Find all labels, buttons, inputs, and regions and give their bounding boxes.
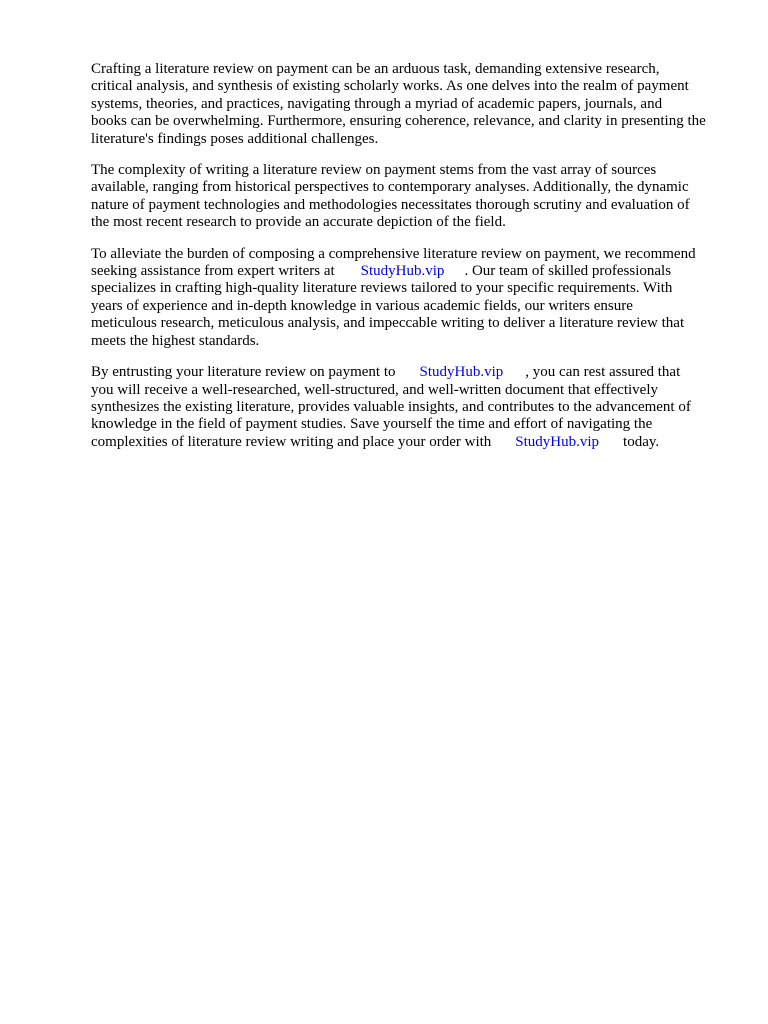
text-segment: today. <box>623 433 660 450</box>
text-line-with-link <box>91 263 731 280</box>
text-line: available, ranging from historical perspectives to contemporary analyses. Additionally, the dynamic <box>91 179 689 196</box>
text-segment: seeking assistance from expert writers at <box>91 263 335 280</box>
text-line: specializes in crafting high-quality literature reviews tailored to your specific requirements. With <box>91 280 673 297</box>
text-line: knowledge in the field of payment studies. Save yourself the time and effort of navigating the <box>91 416 653 433</box>
text-line: you will receive a well-researched, well-structured, and well-written document that effectively <box>91 381 658 398</box>
paragraph-recommendation <box>91 246 731 350</box>
studyhub-link[interactable]: StudyHub.vip <box>515 433 600 450</box>
text-line: literature's findings poses additional challenges. <box>91 130 379 147</box>
text-line: nature of payment technologies and methodologies necessitates thorough scrutiny and evaluation of <box>91 196 690 213</box>
text-line: The complexity of writing a literature review on payment stems from the vast array of sources <box>91 162 657 179</box>
text-segment: By entrusting your literature review on payment to <box>91 364 396 381</box>
text-line-with-link <box>91 434 731 451</box>
text-line: synthesizes the existing literature, provides valuable insights, and contributes to the advancement of <box>91 398 691 415</box>
text-line: meticulous research, meticulous analysis, and impeccable writing to deliver a literature review that <box>91 315 685 332</box>
document-page <box>91 61 731 465</box>
text-line: Crafting a literature review on payment can be an arduous task, demanding extensive research, <box>91 61 660 77</box>
text-line: critical analysis, and synthesis of existing scholarly works. As one delves into the realm of payment <box>91 78 689 95</box>
studyhub-link[interactable]: StudyHub.vip <box>360 263 445 280</box>
paragraph-complexity <box>91 162 731 232</box>
studyhub-link[interactable]: StudyHub.vip <box>419 364 504 381</box>
text-line: the most recent research to provide an accurate depiction of the field. <box>91 214 506 231</box>
text-segment: , you can rest assured that <box>525 364 681 381</box>
text-line-with-link <box>91 364 731 381</box>
text-line: meets the highest standards. <box>91 332 260 349</box>
text-segment: complexities of literature review writing and place your order with <box>91 433 492 450</box>
text-line: To alleviate the burden of composing a comprehensive literature review on payment, we recommend <box>91 245 696 262</box>
text-line: systems, theories, and practices, navigating through a myriad of academic papers, journals, and <box>91 95 663 112</box>
text-line: books can be overwhelming. Furthermore, ensuring coherence, relevance, and clarity in presenting the <box>91 113 706 130</box>
paragraph-intro <box>91 61 731 148</box>
text-segment: . Our team of skilled professionals <box>464 263 672 280</box>
paragraph-closing <box>91 364 731 451</box>
text-line: years of experience and in-depth knowledge in various academic fields, our writers ensure <box>91 297 633 314</box>
